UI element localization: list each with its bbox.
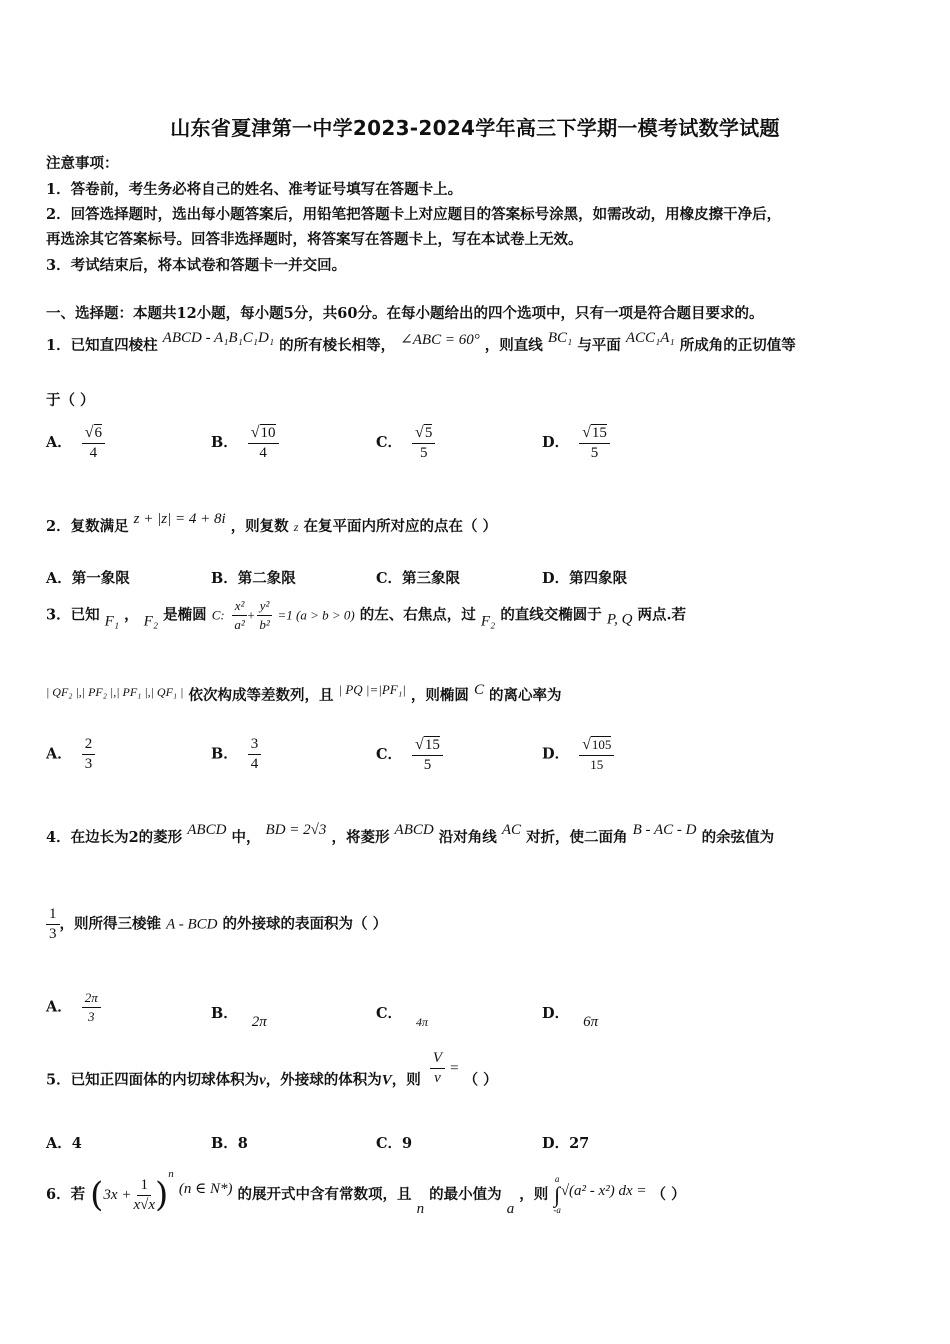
q5-option-a[interactable]: A．4 [46,1135,82,1152]
question-5-stem: 5．已知正四面体的内切球体积为v，外接球的体积为V，则 $\frac{V}{v}$ = （ ） [46,1050,498,1089]
q1-option-c[interactable]: C． $\frac{√5}{5}$ [376,424,435,462]
fraction-x2-a2: $\frac{\text{x²}}{\text{a²}}$ [232,598,248,633]
q3-option-b[interactable]: B． $\frac{3}{4}$ [211,736,261,773]
fraction-one-third: $\frac{1}{3}$ [46,906,60,943]
q1-text: 1．已知直四棱柱 [46,337,158,354]
q4-option-a[interactable]: A． $\frac{2\pi}{3}$ [46,990,101,1025]
fraction: $\frac{√5}{5}$ [412,424,435,462]
section-heading: 一、选择题：本题共12小题，每小题5分，共60分。在每小题给出的四个选项中，只有一项是符合题目要求的。 [46,305,764,322]
q1-text: ，则直线 [484,337,543,354]
q3-option-d[interactable]: D． $\frac{√105}{15}$ [542,736,614,773]
fraction: $\frac{2}{3}$ [82,736,96,773]
notice-item-2a: 2．回答选择题时，选出每小题答案后，用铅笔把答题卡上对应题目的答案标号涂黑，如需改动，用橡皮擦干净后， [46,206,782,223]
q2-option-d[interactable]: D．第四象限 [542,570,628,587]
question-1-stem-cont: 于（ ） [46,392,95,409]
fraction-one-over-x-root-x: $\frac{1}{x√x}$ [133,1176,156,1213]
q5-option-b[interactable]: B．8 [211,1135,248,1152]
fraction: $\frac{√15}{5}$ [412,736,443,774]
notice-item-2b: 再选涂其它答案标号。回答非选择题时，将答案写在答题卡上，写在本试卷上无效。 [46,231,583,248]
q1-math-plane: ACC₁A₁ [625,330,675,346]
left-paren: ( [90,1175,104,1215]
q5-option-c[interactable]: C．9 [376,1135,413,1152]
q1-option-a[interactable]: A． $\frac{√6}{4}$ [46,424,105,462]
q2-option-c[interactable]: C．第三象限 [376,570,461,587]
fraction-2pi-3: $\frac{2\pi}{3}$ [82,990,101,1025]
fraction: $\frac{√105}{15}$ [579,736,614,773]
q1-text: 的所有棱长相等， [279,337,396,354]
page-title: 山东省夏津第一中学2023-2024学年高三下学期一模考试数学试题 [170,116,780,140]
fraction-V-v: $\frac{V}{v}$ [430,1050,445,1087]
question-4-stem-cont: $\frac{1}{3}$ ，则所得三棱锥 A - BCD 的外接球的表面积为（ ） [46,906,387,943]
q1-text: 与平面 [577,337,621,354]
question-1-stem [46,330,796,355]
q1-text: 所成角的正切值等 [679,337,796,354]
fraction-y2-b2: $\frac{\text{y²}}{\text{b²}}$ [257,598,273,633]
q2-option-a[interactable]: A．第一象限 [46,570,130,587]
q4-option-b[interactable]: B． 2π [211,1005,267,1030]
question-4-stem: 4．在边长为2的菱形 ABCD 中， BD = 2√3 ，将菱形 ABCD 沿对角线 AC 对折，使二面角 B - AC - D 的余弦值为 [46,822,775,846]
q5-option-d[interactable]: D．27 [542,1135,590,1152]
question-2-stem: 2．复数满足 z + |z| = 4 + 8i ，则复数 z 在复平面内所对应的点在（ ） [46,511,498,535]
q1-option-b[interactable]: B． $\frac{√10}{4}$ [211,424,279,462]
q2-math-equation: z + |z| = 4 + 8i [133,511,226,527]
q2-option-b[interactable]: B．第二象限 [211,570,296,587]
fraction: $\frac{3}{4}$ [248,736,262,773]
question-3-stem-cont: $^{| QF_2 |,| PF_2 |,| PF_1 |,| QF_1 |}$ 依次构成等差数列，且 | PQ |=|PF₁| ，则椭圆 C 的离心率为 [46,682,562,704]
notice-item-1: 1．答卷前，考生务必将自己的姓名、准考证号填写在答题卡上。 [46,181,463,198]
q2-math-z: z [293,520,299,534]
q4-option-c[interactable]: C． 4π [376,1005,429,1029]
fraction: $\frac{√10}{4}$ [248,424,279,462]
q3-option-c[interactable]: C． $\frac{√15}{5}$ [376,736,443,774]
fraction: $\frac{√6}{4}$ [82,424,105,462]
integral-sign: a ∫ -a [553,1174,561,1215]
q3-option-a[interactable]: A． $\frac{2}{3}$ [46,736,95,773]
notice-item-3: 3．考试结束后，将本试卷和答题卡一并交回。 [46,257,347,274]
right-paren: ) [155,1175,169,1215]
notice-heading: 注意事项： [46,155,119,172]
q1-option-d[interactable]: D． $\frac{√15}{5}$ [542,424,610,462]
question-3-stem: 3．已知 F₁ ， F₂ 是椭圆 C: $\frac{\text{x²}}{\text{a²}}$ + $\frac{\text{y²}}{\text{b²}}$ =1 (a > b > 0) 的左、右焦点，过 F₂ 的直线交椭圆于 P, Q 两点.若 [46,598,687,632]
q1-math-line: BC₁ [547,330,573,346]
q1-math-prism: ABCD - A₁B₁C₁D₁ [162,330,275,346]
question-6-stem: 6．若 (3x + $\frac{1}{x√x}$ )$^n$ (n ∈ N*) 的展开式中含有常数项，且 n 的最小值为 a ，则 a ∫ -a √(a² - x²) dx = （ ） [46,1168,686,1217]
fraction: $\frac{√15}{5}$ [579,424,610,462]
q1-math-angle: ∠ABC = 60° [400,332,480,348]
q4-option-d[interactable]: D． 6π [542,1005,599,1030]
